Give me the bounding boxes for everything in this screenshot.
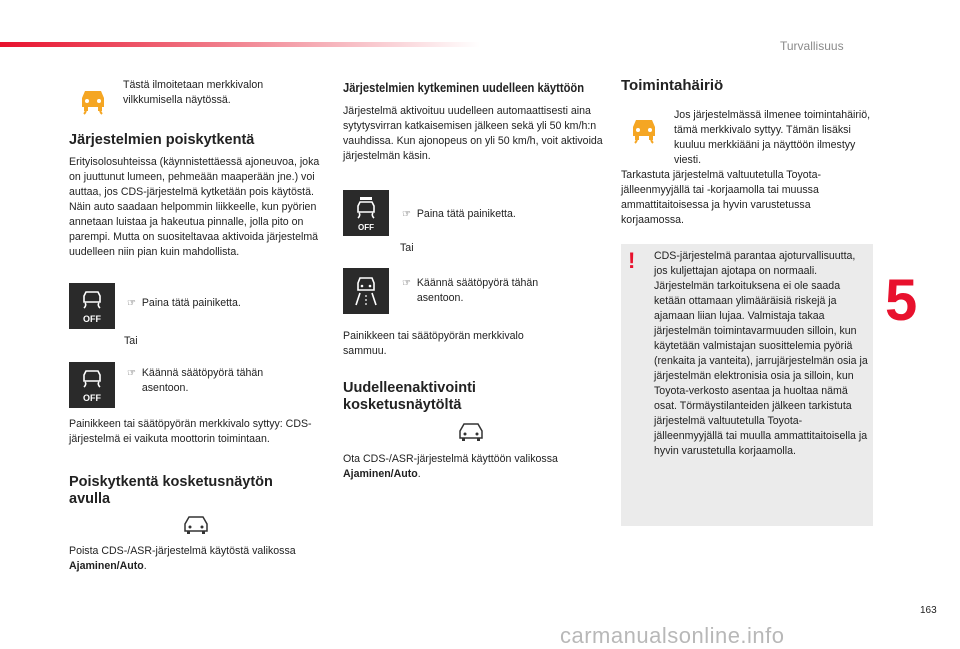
skid-warning-icon [76,84,110,123]
svg-text:OFF: OFF [83,393,101,403]
heading-disable-text: Järjestelmien poiskytkentä [69,132,255,148]
touch-text: Ota CDS-/ASR-järjestelmä käyttöön valikossa [343,453,558,465]
heading-malfunction [621,77,723,94]
step1-text [402,207,572,222]
skid-dial-icon [69,362,115,408]
chapter-number: 5 [885,268,918,333]
bullet-icon: ☞ [402,278,411,289]
or-text: Tai [400,242,414,254]
heading-touch-reactivate-text: Uudelleenaktivointi kosketusnäytöltä [343,380,476,413]
esp-off-button-icon [343,190,389,236]
svg-text:OFF: OFF [83,314,101,324]
safety-note-text: CDS-järjestelmä parantaa ajoturvallisuutta, jos kuljettajan ajotapa on normaali. Järjestelmän tarkoituksena ei ole saada ketään ottamaan ylimääräisiä riskejä ja ajamaan liian lujaa. Valmistaja takaa järjestelmän toimintavarmuuden silloin, kun käytetään valmistajan suosittelemia pyöriä (renkaita ja vanteita), jarrujärjestelmän osia ja järjestelmän elektronisia osia ja silloin, kun Toyota-verkosto asentaa ja huoltaa nämä osat. Törmäystilanteiden jälkeen tarkistuta järjestelmä valtuutetulla Toyota-jälleenmyyjällä tai muulla ammattitaitoisella ja hyvin varustetulla korjaamolla. [654,250,868,457]
section-label: Turvallisuus [780,39,844,53]
bullet-icon: ☞ [127,368,136,379]
car-touchscreen-icon [181,512,211,541]
touch-disable-text [69,544,309,574]
after-text: Painikkeen tai säätöpyörän merkkivalo sammuu. [343,330,524,357]
heading-touch-disable-text: Poiskytkentä kosketusnäytön avulla [69,474,273,507]
malfunction-warning-text: Jos järjestelmässä ilmenee toimintahäiriö, tämä merkkivalo syttyy. Tämän lisäksi kuuluu merkkiääni ja näyttöön ilmestyy viesti. [674,109,871,166]
step2-label: Käännä säätöpyörä tähän asentoon. [141,367,264,394]
heading-reactivate [343,80,623,96]
page-number: 163 [920,605,937,616]
step2-text [402,276,572,306]
step2-label: Käännä säätöpyörä tähän asentoon. [416,277,539,304]
heading-disable [69,132,329,149]
esp-off-button-icon [69,283,115,329]
step1-label: Paina tätä painiketta. [416,208,516,220]
skid-dial-icon [343,268,389,314]
malfunction-paragraph: Tarkastuta järjestelmä valtuutetulla Toyota-jälleenmyyjällä tai -korjaamolla tai muussa ammattitaitoisessa ja hyvin varustetussa korjaamossa. [621,169,822,226]
step1-label: Paina tätä painiketta. [141,297,241,309]
menu-path: Ajaminen/Auto [343,468,418,480]
touch-reactivate-text [343,452,563,482]
bullet-icon: ☞ [127,298,136,309]
step1-text [127,296,287,311]
bullet-icon: ☞ [402,209,411,220]
menu-path: Ajaminen/Auto [69,560,144,572]
after-text: Painikkeen tai säätöpyörän merkkivalo syttyy: CDS-järjestelmä ei vaikuta moottorin toimintaan. [69,418,312,445]
touch-text-end: . [143,560,147,572]
exclamation-icon: ! [628,248,636,273]
heading-touch-reactivate [343,380,543,414]
disable-paragraph: Erityisolosuhteissa (käynnistettäessä ajoneuvoa, joka on juuttunut lumeen, pehmeään maaperään jne.) voi auttaa, jos CDS-järjestelmä kytketään pois käytöstä. Näin auto saadaan helpommin liikkeelle, kun pyörien annetaan luistaa ja hakeutua pinnalle, jolla pito on parempi. Mutta on suositeltavaa aktivoida järjestelmä uudelleen niin pian kuin mahdollista. [69,156,320,258]
car-touchscreen-icon [456,419,486,448]
header-accent-bar [0,42,480,47]
reactivate-paragraph: Järjestelmä aktivoituu uudelleen automaattisesti aina sytytysvirran katkaisemisen jälkeen sekä yli 50 km/h:n vauhdissa. Kun ajonopeus on yli 50 km/h, voit aktivoida järjestelmän käsin. [343,105,603,162]
heading-reactivate-text: Järjestelmien kytkeminen uudelleen käyttöön [343,80,585,95]
watermark: carmanualsonline.info [560,623,785,648]
touch-text-end: . [417,468,421,480]
heading-malfunction-text: Toimintahäiriö [621,77,724,94]
warning-text: Tästä ilmoitetaan merkkivalon vilkkumisella näytössä. [123,79,264,106]
heading-touch-disable [69,474,314,508]
or-text: Tai [124,335,138,347]
step2-text [127,366,287,396]
skid-warning-icon [627,113,661,152]
svg-text:OFF: OFF [358,223,374,232]
touch-text: Poista CDS-/ASR-järjestelmä käytöstä valikossa [69,545,296,557]
